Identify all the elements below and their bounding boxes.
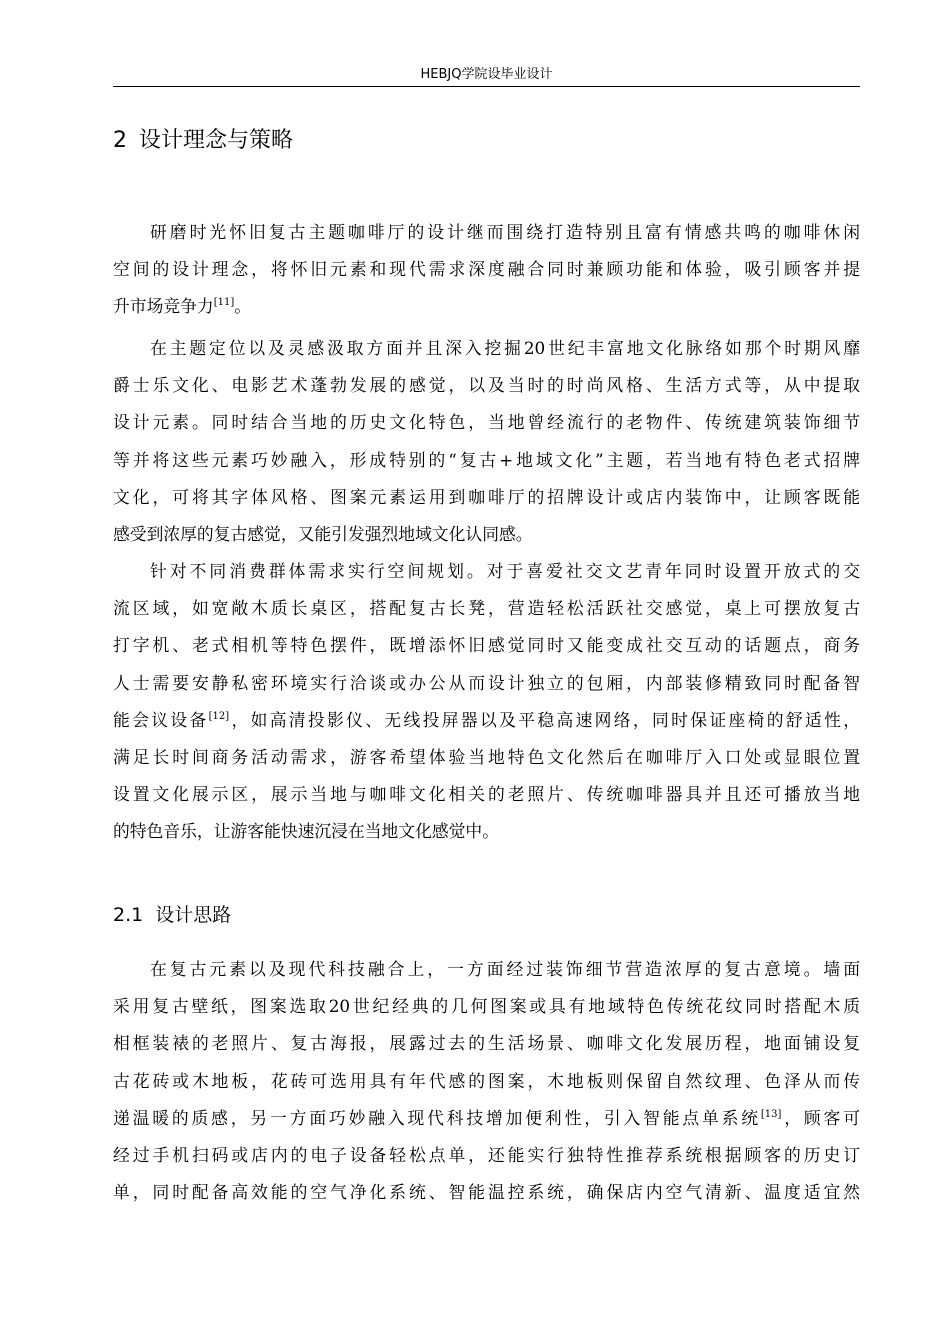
text-line: 空间的设计理念，将怀旧元素和现代需求深度融合同时兼顾功能和体验，吸引顾客并提 (113, 259, 860, 280)
text-run: 递温暖的质感，另一方面巧妙融入现代科技增加便利性，引入智能点单系统 (113, 1107, 761, 1128)
text-line: 人士需要安静私密环境实行洽谈或办公从而设计独立的包厢，内部装修精致同时配备智 (113, 672, 860, 693)
section-title-text: 设计思路 (155, 904, 232, 926)
text-run: ，顾客可 (781, 1107, 860, 1128)
text-run: ，如高清投影仪、无线投屏器以及平稳高速网络，同时保证座椅的舒适性， (229, 709, 860, 730)
text-line: 文化，可将其字体风格、图案元素运用到咖啡厅的招牌设计或店内装饰中，让顾客既能 (113, 486, 860, 507)
citation-marker: [11] (213, 297, 235, 309)
text-run: 。 (234, 296, 252, 317)
text-line: 设置文化展示区，展示当地与咖啡文化相关的老照片、传统咖啡器具并且还可播放当地 (113, 784, 860, 805)
text-line: 设计元素。同时结合当地的历史文化特色，当地曾经流行的老物件、传统建筑装饰细节 (113, 412, 860, 433)
chapter-title-text: 设计理念与策略 (139, 128, 294, 153)
running-header: HEBJQ学院设毕业设计 (420, 67, 553, 82)
text-line: 满足长时间商务活动需求，游客希望体验当地特色文化然后在咖啡厅入口处或显眼位置 (113, 746, 860, 767)
text-run: 能会议设备 (113, 709, 209, 730)
paragraph (113, 951, 860, 1211)
text-line: 爵士乐文化、电影艺术蓬勃发展的感觉，以及当时的时尚风格、生活方式等，从中提取 (113, 375, 860, 396)
paragraph (113, 330, 860, 553)
text-line: 经过手机扫码或店内的电子设备轻松点单，还能实行独特性推荐系统根据顾客的历史订 (113, 1144, 860, 1165)
header-rule (113, 86, 860, 87)
text-line (113, 288, 860, 325)
text-line: 等并将这些元素巧妙融入，形成特别的“复古+地域文化”主题，若当地有特色老式招牌 (113, 449, 860, 470)
section-number: 2.1 (113, 904, 144, 926)
text-line: 单，同时配备高效能的空气净化系统、智能温控系统，确保店内空气清新、温度适宜然 (113, 1182, 860, 1203)
citation-marker: [12] (208, 710, 230, 722)
text-run: 升市场竞争力 (113, 296, 214, 317)
text-line: 相框装裱的老照片、复古海报，展露过去的生活场景、咖啡文化发展历程，地面铺设复 (113, 1033, 860, 1054)
paragraph (113, 214, 860, 326)
text-line: 的特色音乐，让游客能快速沉浸在当地文化感觉中。 (113, 821, 499, 842)
citation-marker: [13] (760, 1108, 782, 1120)
text-line: 古花砖或木地板，花砖可选用具有年代感的图案，木地板则保留自然纹理、色泽从而传 (113, 1070, 860, 1091)
chapter-title (113, 124, 293, 158)
chapter-number: 2 (113, 128, 127, 153)
text-line: 研磨时光怀旧复古主题咖啡厅的设计继而围绕打造特别且富有情感共鸣的咖啡休闲 (150, 222, 860, 242)
text-line: 感受到浓厚的复古感觉，又能引发强烈地域文化认同感。 (113, 523, 533, 544)
text-line: 针对不同消费群体需求实行空间规划。对于喜爱社交文艺青年同时设置开放式的交 (150, 561, 860, 581)
text-line (113, 1100, 860, 1137)
text-line: 流区域，如宽敞木质长桌区，搭配复古长凳，营造轻松活跃社交感觉，桌上可摆放复古 (113, 598, 860, 619)
section-title (113, 900, 231, 930)
text-line (113, 702, 860, 739)
text-line: 在主题定位以及灵感汲取方面并且深入挖掘20世纪丰富地文化脉络如那个时期风靡 (150, 338, 860, 358)
text-line: 采用复古壁纸，图案选取20世纪经典的几何图案或具有地域特色传统花纹同时搭配木质 (113, 996, 860, 1017)
text-line: 打字机、老式相机等特色摆件，既增添怀旧感觉同时又能变成社交互动的话题点，商务 (113, 635, 860, 656)
paragraph (113, 553, 860, 851)
text-line: 在复古元素以及现代科技融合上，一方面经过装饰细节营造浓厚的复古意境。墙面 (150, 959, 860, 979)
